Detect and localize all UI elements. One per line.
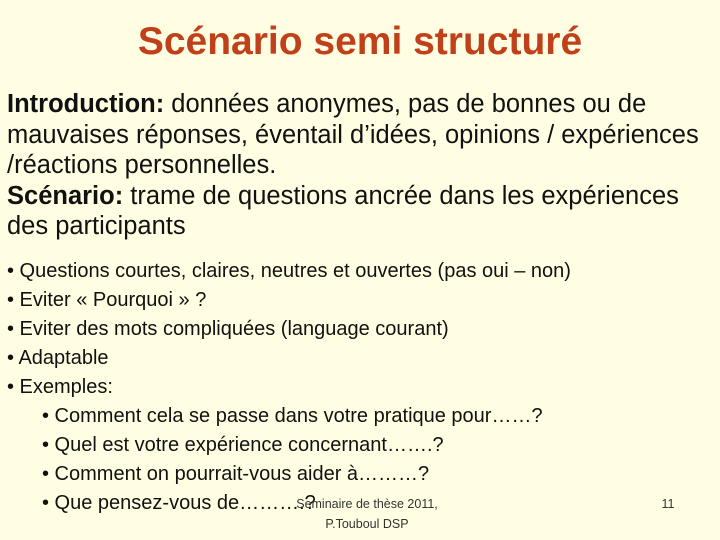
bullet-avoid-why: • Eviter « Pourquoi » ? (7, 289, 207, 311)
scenario-label: Scénario: (7, 181, 124, 210)
footer (282, 494, 452, 534)
example-item: • Que pensez-vous de……….? (42, 492, 316, 514)
introduction-text: données anonymes, pas de bonnes ou de mauvaises réponses, éventail d’idées, opinions / expériences /réactions personnelles. (7, 90, 699, 179)
bullet-list (7, 257, 717, 518)
bullet-short-questions: • Questions courtes, claires, neutres et ouvertes (pas oui – non) (7, 260, 571, 282)
slide-title: Scénario semi structuré (137, 20, 583, 63)
introduction-label: Introduction: (7, 90, 165, 118)
footer-seminar: Seminaire de thèse 2011, (296, 497, 438, 511)
bullet-adaptable: • Adaptable (7, 347, 109, 369)
scenario-text: trame de questions ancrée dans les expériences des participants (7, 181, 679, 240)
bullet-avoid-complicated-words: • Eviter des mots compliquées (language courant) (7, 318, 449, 340)
example-item: • Comment on pourrait-vous aider à………? (42, 463, 430, 485)
example-item: • Comment cela se passe dans votre pratique pour……? (42, 405, 543, 427)
example-item: • Quel est votre expérience concernant…….? (42, 434, 444, 456)
intro-block (7, 89, 717, 242)
footer-author: P.Touboul DSP (325, 517, 409, 531)
page-number: 11 (661, 497, 675, 511)
bullet-examples: • Exemples: (7, 376, 113, 398)
